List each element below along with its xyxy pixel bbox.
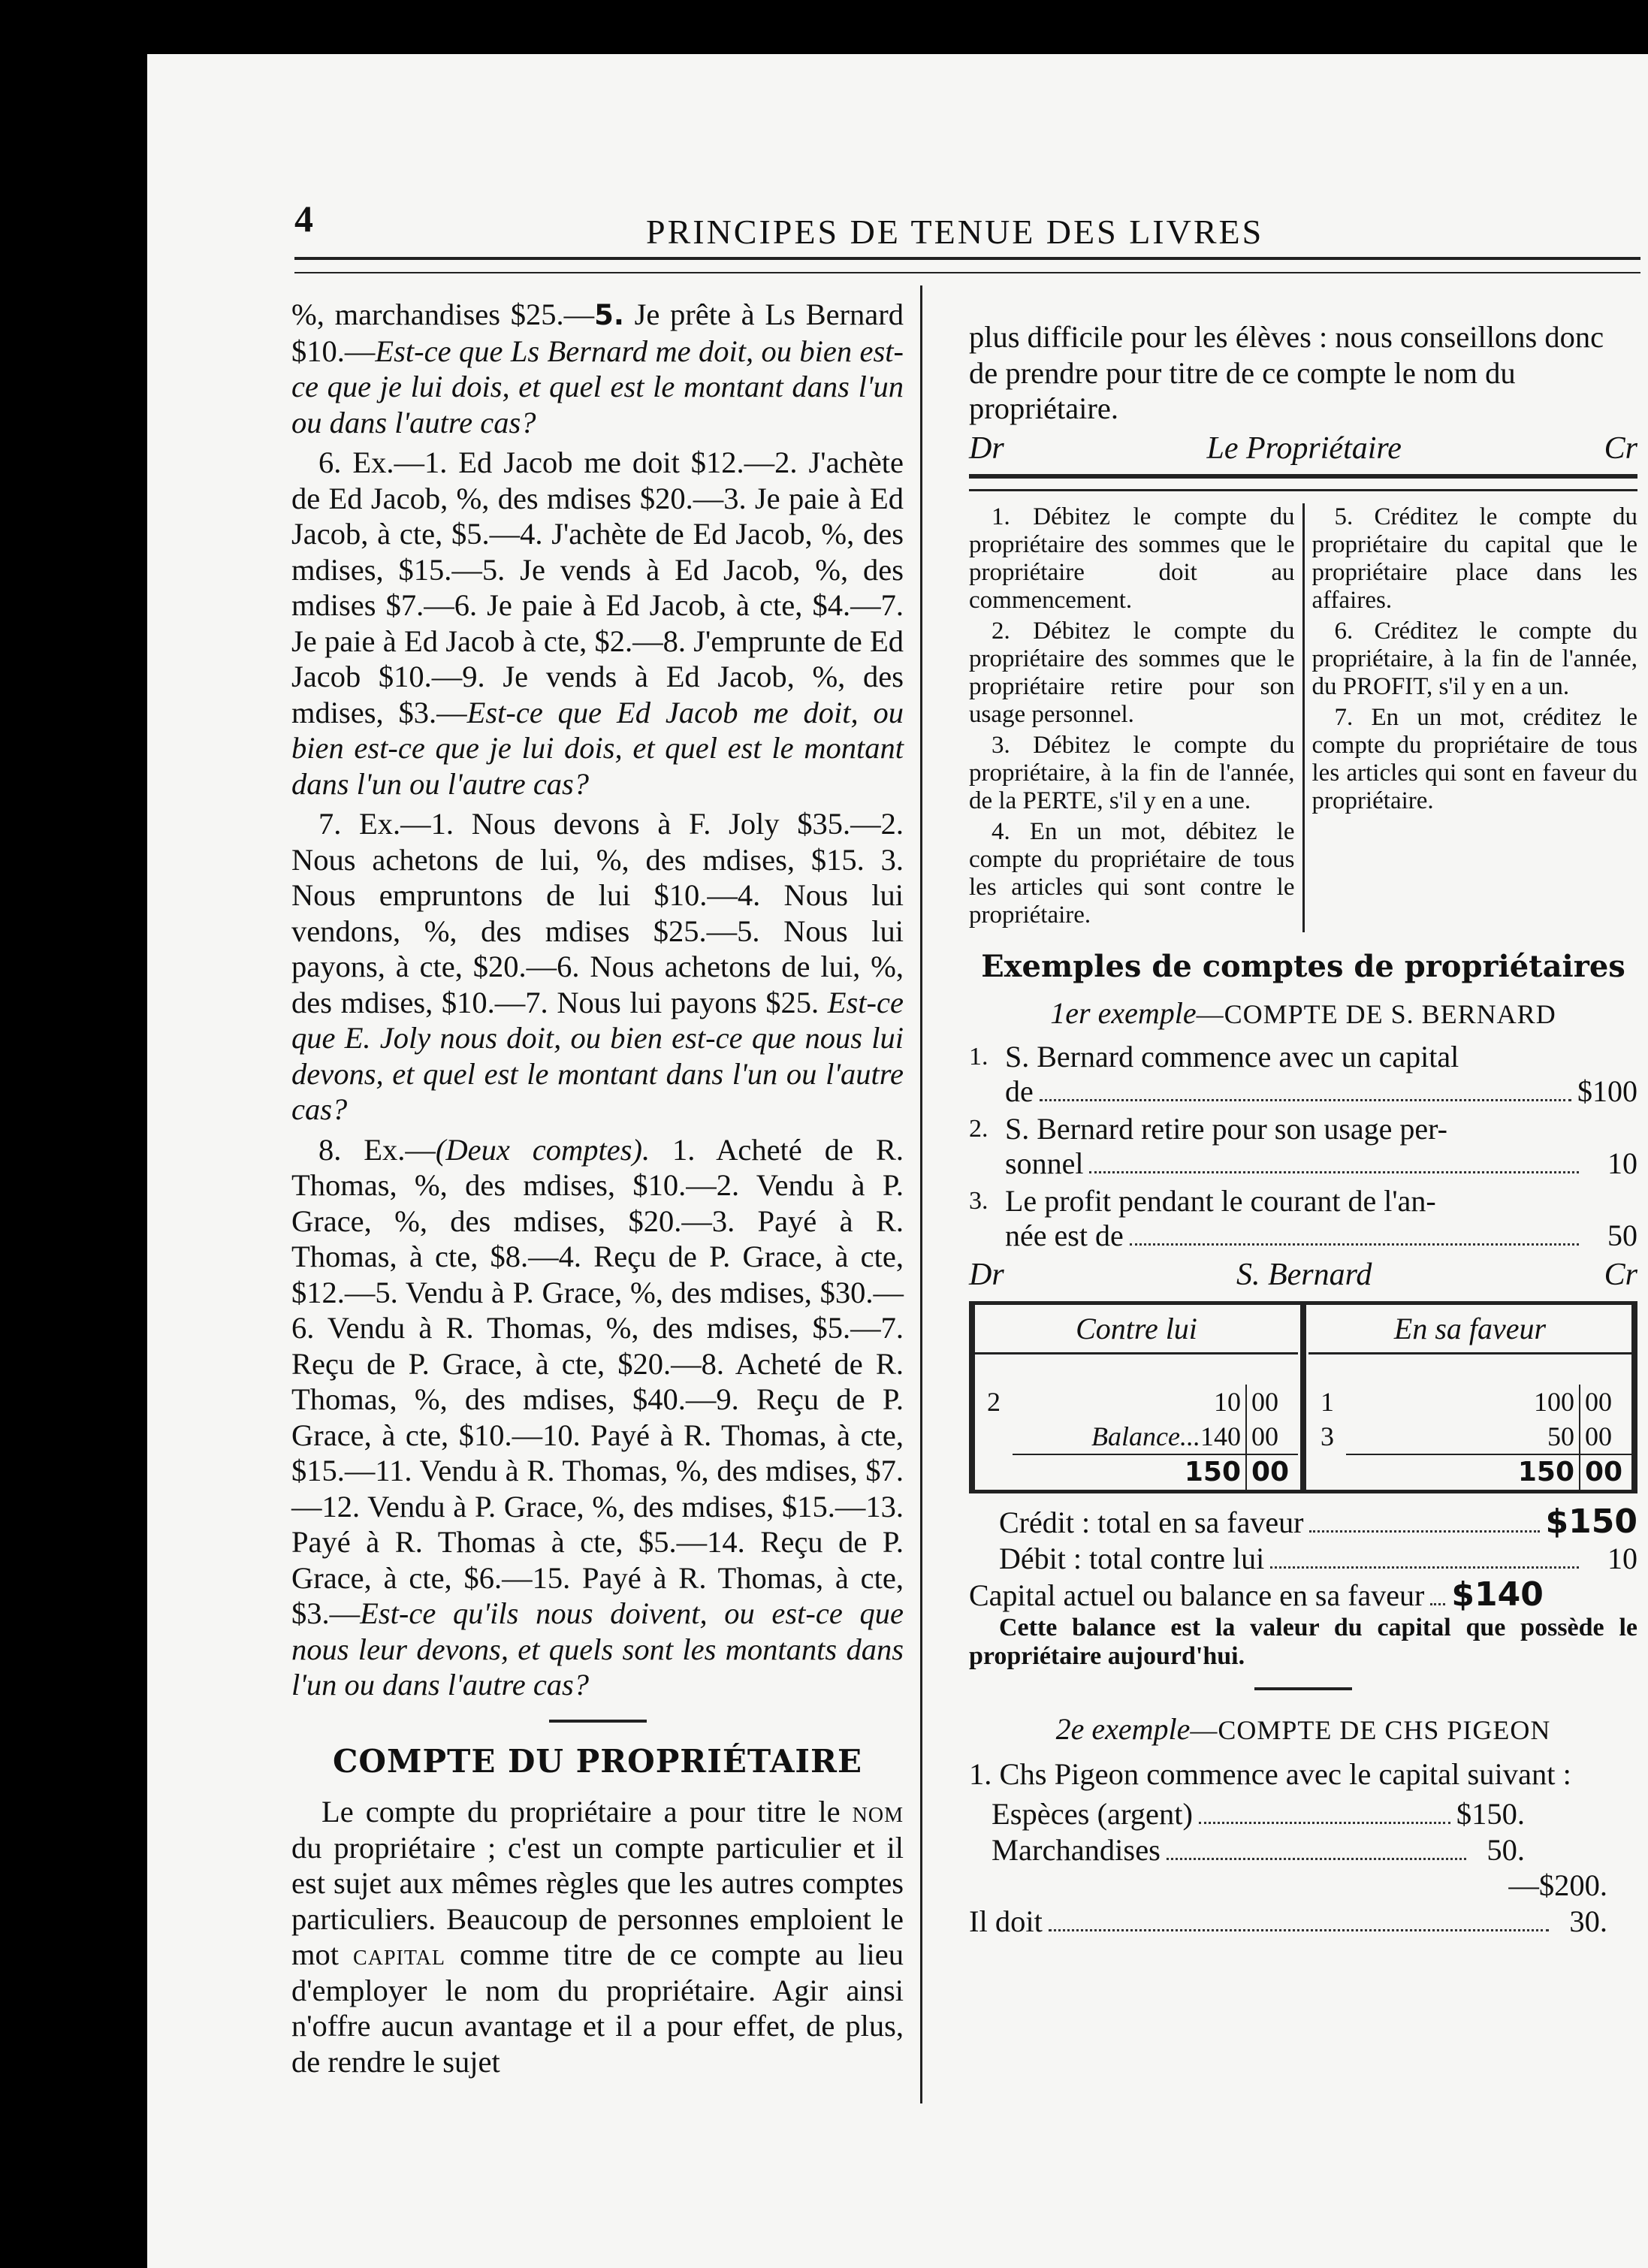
capital-item <box>992 1832 1525 1868</box>
exercise-8 <box>291 1132 904 1703</box>
item-number: 3. <box>969 1187 988 1215</box>
exercise-question: Est-ce que Ed Jacob me doit, ou bien est-ce que je lui dois, et quel est le montant dans l'un ou l'autre cas? <box>291 695 904 801</box>
ledger-total-row <box>1308 1454 1631 1490</box>
ledger-dollars: 140 <box>1200 1421 1241 1451</box>
header-rule <box>294 257 1640 273</box>
item-text: Le profit pendant le courant de l'an- <box>1005 1184 1436 1218</box>
balance-note: Cette balance est la valeur du capital que possède le propriétaire aujourd'hui. <box>969 1614 1637 1670</box>
running-title: PRINCIPES DE TENUE DES LIVRES <box>646 213 1264 251</box>
exercise-question: Est-ce qu'ils nous doivent, ou est-ce que nous leur devons, et quels sont les montants dans l'un ou dans l'autre cas? <box>291 1596 904 1702</box>
column-divider <box>920 285 922 2103</box>
section-body <box>291 1794 904 2079</box>
item-amount: $100 <box>1577 1074 1637 1108</box>
exercise-text: 1. Acheté de R. Thomas, %, des mdises, $10.—2. Vendu à P. Grace, %, des mdises, $20.—3. Payé à R. Thomas, à cte, $8.—4. Reçu de P. Grace, à cte, $12.—5. Vendu à P. Grace, %, des mdises, $30.—6. Vendu à R. Thomas, %, des mdises, $5.—7. Reçu de P. Grace, à cte, $20.—8. Acheté de R. Thomas, %, des mdises, $40.—9. Reçu de P. Grace, à cte, $10.—10. Payé à R. Thomas, à cte, $15.—11. Vendu à R. Thomas, %, des mdises, $7.—12. Vendu à P. Grace, %, des mdises, $15.—13. Payé à R. Thomas à cte, $5.—14. Reçu de P. Grace, à cte, $6.—15. Payé à R. Thomas, à cte, $3.— <box>291 1132 904 1630</box>
example-label: 2e exemple <box>1055 1712 1191 1746</box>
section-keyword: nom <box>852 1795 904 1829</box>
exercise-head: 6. Ex.— <box>318 445 424 479</box>
capital-item <box>992 1796 1525 1832</box>
exercise-head: 7. Ex.— <box>318 807 431 841</box>
example-subtitle: —COMPTE DE S. BERNARD <box>1196 998 1556 1029</box>
ledger-total-cents: 00 <box>1245 1454 1298 1490</box>
balance-summary <box>969 1504 1637 1614</box>
example-label: 1er exemple <box>1050 995 1197 1030</box>
account-name: S. Bernard <box>1236 1258 1372 1292</box>
rule-item: 7. En un mot, créditez le compte du propriétaire de tous les articles qui sont en faveur du propriétaire. <box>1311 704 1637 814</box>
rule-item: 1. Débitez le compte du propriétaire des sommes que le propriétaire doit au commencement. <box>969 503 1295 614</box>
section-rule <box>1254 1687 1352 1690</box>
section-title: COMPTE DU PROPRIÉTAIRE <box>333 1742 862 1780</box>
summary-text: Crédit : total en sa faveur <box>999 1505 1304 1539</box>
item-amount: 30. <box>1569 1904 1607 1938</box>
credit-rules <box>1312 503 1638 932</box>
ledger-ref: 3 <box>1321 1421 1334 1451</box>
section-rule <box>549 1720 647 1723</box>
exercise-text: 1. Ed Jacob me doit $12.—2. J'achète de Ed Jacob, %, des mdises $20.—3. Je paie à Ed Jacob, à cte, $5.—4. J'achète de Ed Jacob, %, des mdises, $15.—5. Je vends à Ed Jacob, %, des mdises $7.—6. Je paie à Ed Jacob, à cte, $4.—7. Je paie à Ed Jacob à cte, $2.—8. J'emprunte de Ed Jacob $10.—9. Je vends à Ed Jacob, %, des mdises, $3.— <box>291 445 904 729</box>
ledger-account <box>969 1301 1637 1494</box>
exercise-7 <box>291 806 904 1128</box>
left-column <box>291 297 904 2084</box>
capital-total: —$200. <box>1508 1868 1607 1902</box>
ledger-total: 150 <box>1346 1454 1579 1490</box>
ledger-ref <box>975 1419 1013 1454</box>
example-2-intro: 1. Chs Pigeon commence avec le capital suivant : <box>969 1756 1571 1791</box>
section-text: comme titre de ce compte au lieu d'employer le nom du propriétaire. Agir ainsi n'offre aucun avantage et il a pour effet, de plus, de rendre le sujet <box>291 1937 904 2079</box>
exercise-text: %, marchandises $25.— <box>291 297 595 331</box>
account-header-bernard <box>969 1258 1637 1294</box>
ledger-column-head: Contre lui <box>975 1305 1298 1355</box>
rule-item: 3. Débitez le compte du propriétaire, à la fin de l'année, de la PERTE, s'il y en a une. <box>969 732 1295 814</box>
rule-item: 2. Débitez le compte du propriétaire des sommes que le propriétaire retire pour son usage personnel. <box>969 618 1295 728</box>
exercise-text: Je prête à Ls Bernard $10.— <box>291 297 904 368</box>
summary-amount: $140 <box>1451 1575 1544 1614</box>
item-amount: 50 <box>1607 1219 1637 1252</box>
example-item <box>969 1184 1637 1253</box>
section-keyword: capital <box>353 1937 446 1971</box>
ledger-total: 150 <box>1013 1454 1245 1490</box>
item-amount: 50. <box>1487 1832 1525 1867</box>
rule-item: 4. En un mot, débitez le compte du propriétaire de tous les articles qui sont contre le propriétaire. <box>969 818 1295 929</box>
ledger-column-head: En sa faveur <box>1308 1305 1631 1355</box>
item-text: née est de <box>1005 1219 1124 1252</box>
ledger-divider <box>1298 1305 1308 1490</box>
section-text: du propriétaire ; c'est un compte particulier et il est sujet aux mêmes règles que les autres comptes particuliers. Beaucoup de personnes emploient le mot <box>291 1830 904 1971</box>
ledger-row <box>975 1385 1298 1419</box>
ledger-dollars: 50 <box>1547 1421 1574 1451</box>
ledger-cents: 00 <box>1579 1385 1631 1419</box>
summary-row <box>969 1577 1637 1614</box>
item-text: Espèces (argent) <box>992 1797 1193 1831</box>
example-item <box>969 1040 1637 1109</box>
example-1-items <box>969 1040 1637 1253</box>
credit-label: Cr <box>1604 1258 1637 1292</box>
ledger-total-row <box>975 1454 1298 1490</box>
ledger-ref: 1 <box>1321 1387 1334 1417</box>
examples-title: Exemples de comptes de propriétaires <box>981 949 1625 984</box>
item-text: sonnel <box>1005 1146 1084 1180</box>
item-text: Marchandises <box>992 1832 1161 1867</box>
summary-row <box>969 1541 1637 1577</box>
ledger-dollars: 10 <box>1214 1387 1241 1417</box>
summary-amount: 10 <box>1607 1542 1637 1575</box>
example-2-heading <box>969 1711 1637 1749</box>
debit-rules <box>969 503 1295 932</box>
ledger-total-cents: 00 <box>1579 1454 1631 1490</box>
summary-row <box>969 1504 1637 1541</box>
ledger-ref: 2 <box>987 1387 1001 1417</box>
exercise-5-end <box>291 297 904 440</box>
ledger-credit-side <box>1308 1305 1631 1490</box>
ledger-cents: 00 <box>1579 1419 1631 1454</box>
item-number: 2. <box>969 1115 988 1143</box>
debt-item <box>969 1904 1637 1940</box>
summary-text: Débit : total contre lui <box>999 1542 1265 1575</box>
item-number: 1. <box>969 1043 988 1071</box>
exercise-subtitle: (Deux comptes). <box>435 1132 650 1167</box>
example-1-heading <box>969 995 1637 1033</box>
right-column <box>969 319 1637 1939</box>
item-text: de <box>1005 1074 1034 1108</box>
page-number: 4 <box>294 198 313 240</box>
item-amount: $150. <box>1456 1797 1525 1831</box>
item-amount: 10 <box>1607 1146 1637 1180</box>
ledger-row <box>1308 1385 1631 1419</box>
example-2-items <box>969 1796 1637 1904</box>
account-header-proprietaire <box>969 431 1637 467</box>
example-item <box>969 1112 1637 1181</box>
example-subtitle: —COMPTE DE CHS PIGEON <box>1190 1715 1551 1745</box>
exercise-question: Est-ce que Ls Bernard me doit, ou bien est-ce que je lui dois, et quel est le montant dans l'un ou dans l'autre cas? <box>291 334 904 439</box>
debit-label: Dr <box>969 430 1004 466</box>
ledger-cents: 00 <box>1245 1419 1298 1454</box>
account-rule <box>969 474 1637 491</box>
item-text: S. Bernard commence avec un capital <box>1005 1040 1459 1074</box>
account-name: Le Propriétaire <box>1206 430 1402 466</box>
summary-amount: $150 <box>1545 1502 1637 1541</box>
ledger-amount <box>1013 1385 1245 1419</box>
ledger-cents: 00 <box>1245 1385 1298 1419</box>
exercise-6 <box>291 445 904 802</box>
exercise-head: 8. Ex.— <box>318 1132 436 1167</box>
debit-label: Dr <box>969 1258 1004 1292</box>
rules-divider <box>1302 503 1305 932</box>
exercise-question: Est-ce que E. Joly nous doit, ou bien est-ce que nous lui devons, et quel est le montant dans l'un ou l'autre cas? <box>291 985 904 1126</box>
item-text: S. Bernard retire pour son usage per- <box>1005 1112 1448 1146</box>
ledger-dollars: 100 <box>1534 1387 1574 1417</box>
ledger-row <box>975 1419 1298 1454</box>
account-rules <box>969 503 1637 932</box>
summary-text: Capital actuel ou balance en sa faveur <box>969 1578 1425 1612</box>
credit-label: Cr <box>1604 430 1637 466</box>
ledger-debit-side <box>975 1305 1298 1490</box>
rule-item: 5. Créditez le compte du propriétaire du capital que le propriétaire place dans les affaires. <box>1311 503 1637 614</box>
ledger-row <box>1308 1419 1631 1454</box>
ledger-label: Balance... <box>1091 1421 1200 1451</box>
item-text: Il doit <box>969 1904 1043 1938</box>
continued-text: plus difficile pour les élèves : nous conseillons donc de prendre pour titre de ce compte le nom du propriétaire. <box>969 320 1604 425</box>
item-number: 5. <box>594 299 624 331</box>
rule-item: 6. Créditez le compte du propriétaire, à la fin de l'année, du PROFIT, s'il y en a un. <box>1311 618 1637 700</box>
section-text: Le compte du propriétaire a pour titre le <box>321 1795 853 1829</box>
ledger-amount <box>1013 1419 1245 1454</box>
exercise-text: 1. Nous devons à F. Joly $35.—2. Nous achetons de lui, %, des mdises, $15. 3. Nous empruntons de lui $10.—4. Nous lui vendons, %, des mdises $25.—5. Nous lui payons, à cte, $20.—6. Nous achetons de lui, %, des mdises, $10.—7. Nous lui payons $25. <box>291 807 904 1019</box>
